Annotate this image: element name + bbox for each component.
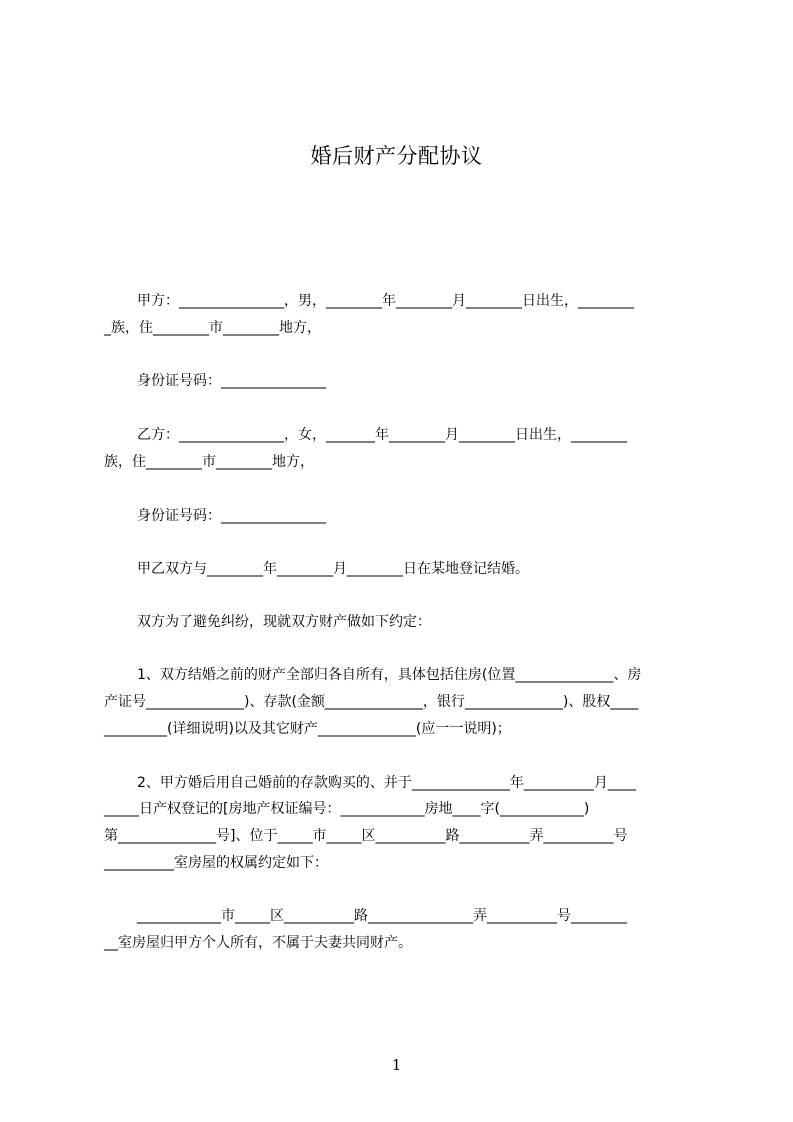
agreement-intro: 双方为了避免纠纷，现就双方财产做如下约定： <box>137 614 431 630</box>
party-b-line-1: 乙方：_______________，女，_______年________月________日出生，________ <box>137 427 627 443</box>
page-number: 1 <box>391 1056 402 1074</box>
party-a-id: 身份证号码：_______________ <box>137 373 326 389</box>
ownership-line-1: ____________市_____区__________路_______________弄__________号________ <box>137 908 627 924</box>
clause-1-line-2: 产证号______________)、存款(金额______________，银行______________)、股权____ <box>104 694 639 710</box>
party-b-line-2: 族，住________市________地方， <box>104 454 314 470</box>
marriage-registration: 甲乙双方与________年________月________日在某地登记结婚。 <box>137 561 529 577</box>
clause-1-line-3: _________(详细说明)以及其它财产______________(应一一说明)； <box>104 721 511 737</box>
clause-1-line-1: 1、双方结婚之前的财产全部归各自所有，具体包括住房(位置______________、房 <box>137 667 642 683</box>
party-b-id: 身份证号码：_______________ <box>137 508 326 524</box>
clause-2-line-4: __________室房屋的权属约定如下： <box>104 855 328 871</box>
clause-2-line-3: 第______________号]、位于_____市_____区__________路__________弄__________号 <box>104 828 628 844</box>
document-title: 婚后财产分配协议 <box>310 144 483 168</box>
ownership-line-2: __室房屋归甲方个人所有，不属于夫妻共同财产。 <box>104 935 412 951</box>
party-a-line-1: 甲方：_______________，男，________年________月________日出生，________ <box>137 293 634 309</box>
clause-2-line-2: _____日产权登记的[房地产权证编号：____________房地____字(____________) <box>104 801 590 817</box>
party-a-line-2: _族，住________市________地方， <box>104 320 321 336</box>
clause-2-line-1: 2、甲方婚后用自己婚前的存款购买的、并于______________年__________月____ <box>137 775 636 791</box>
